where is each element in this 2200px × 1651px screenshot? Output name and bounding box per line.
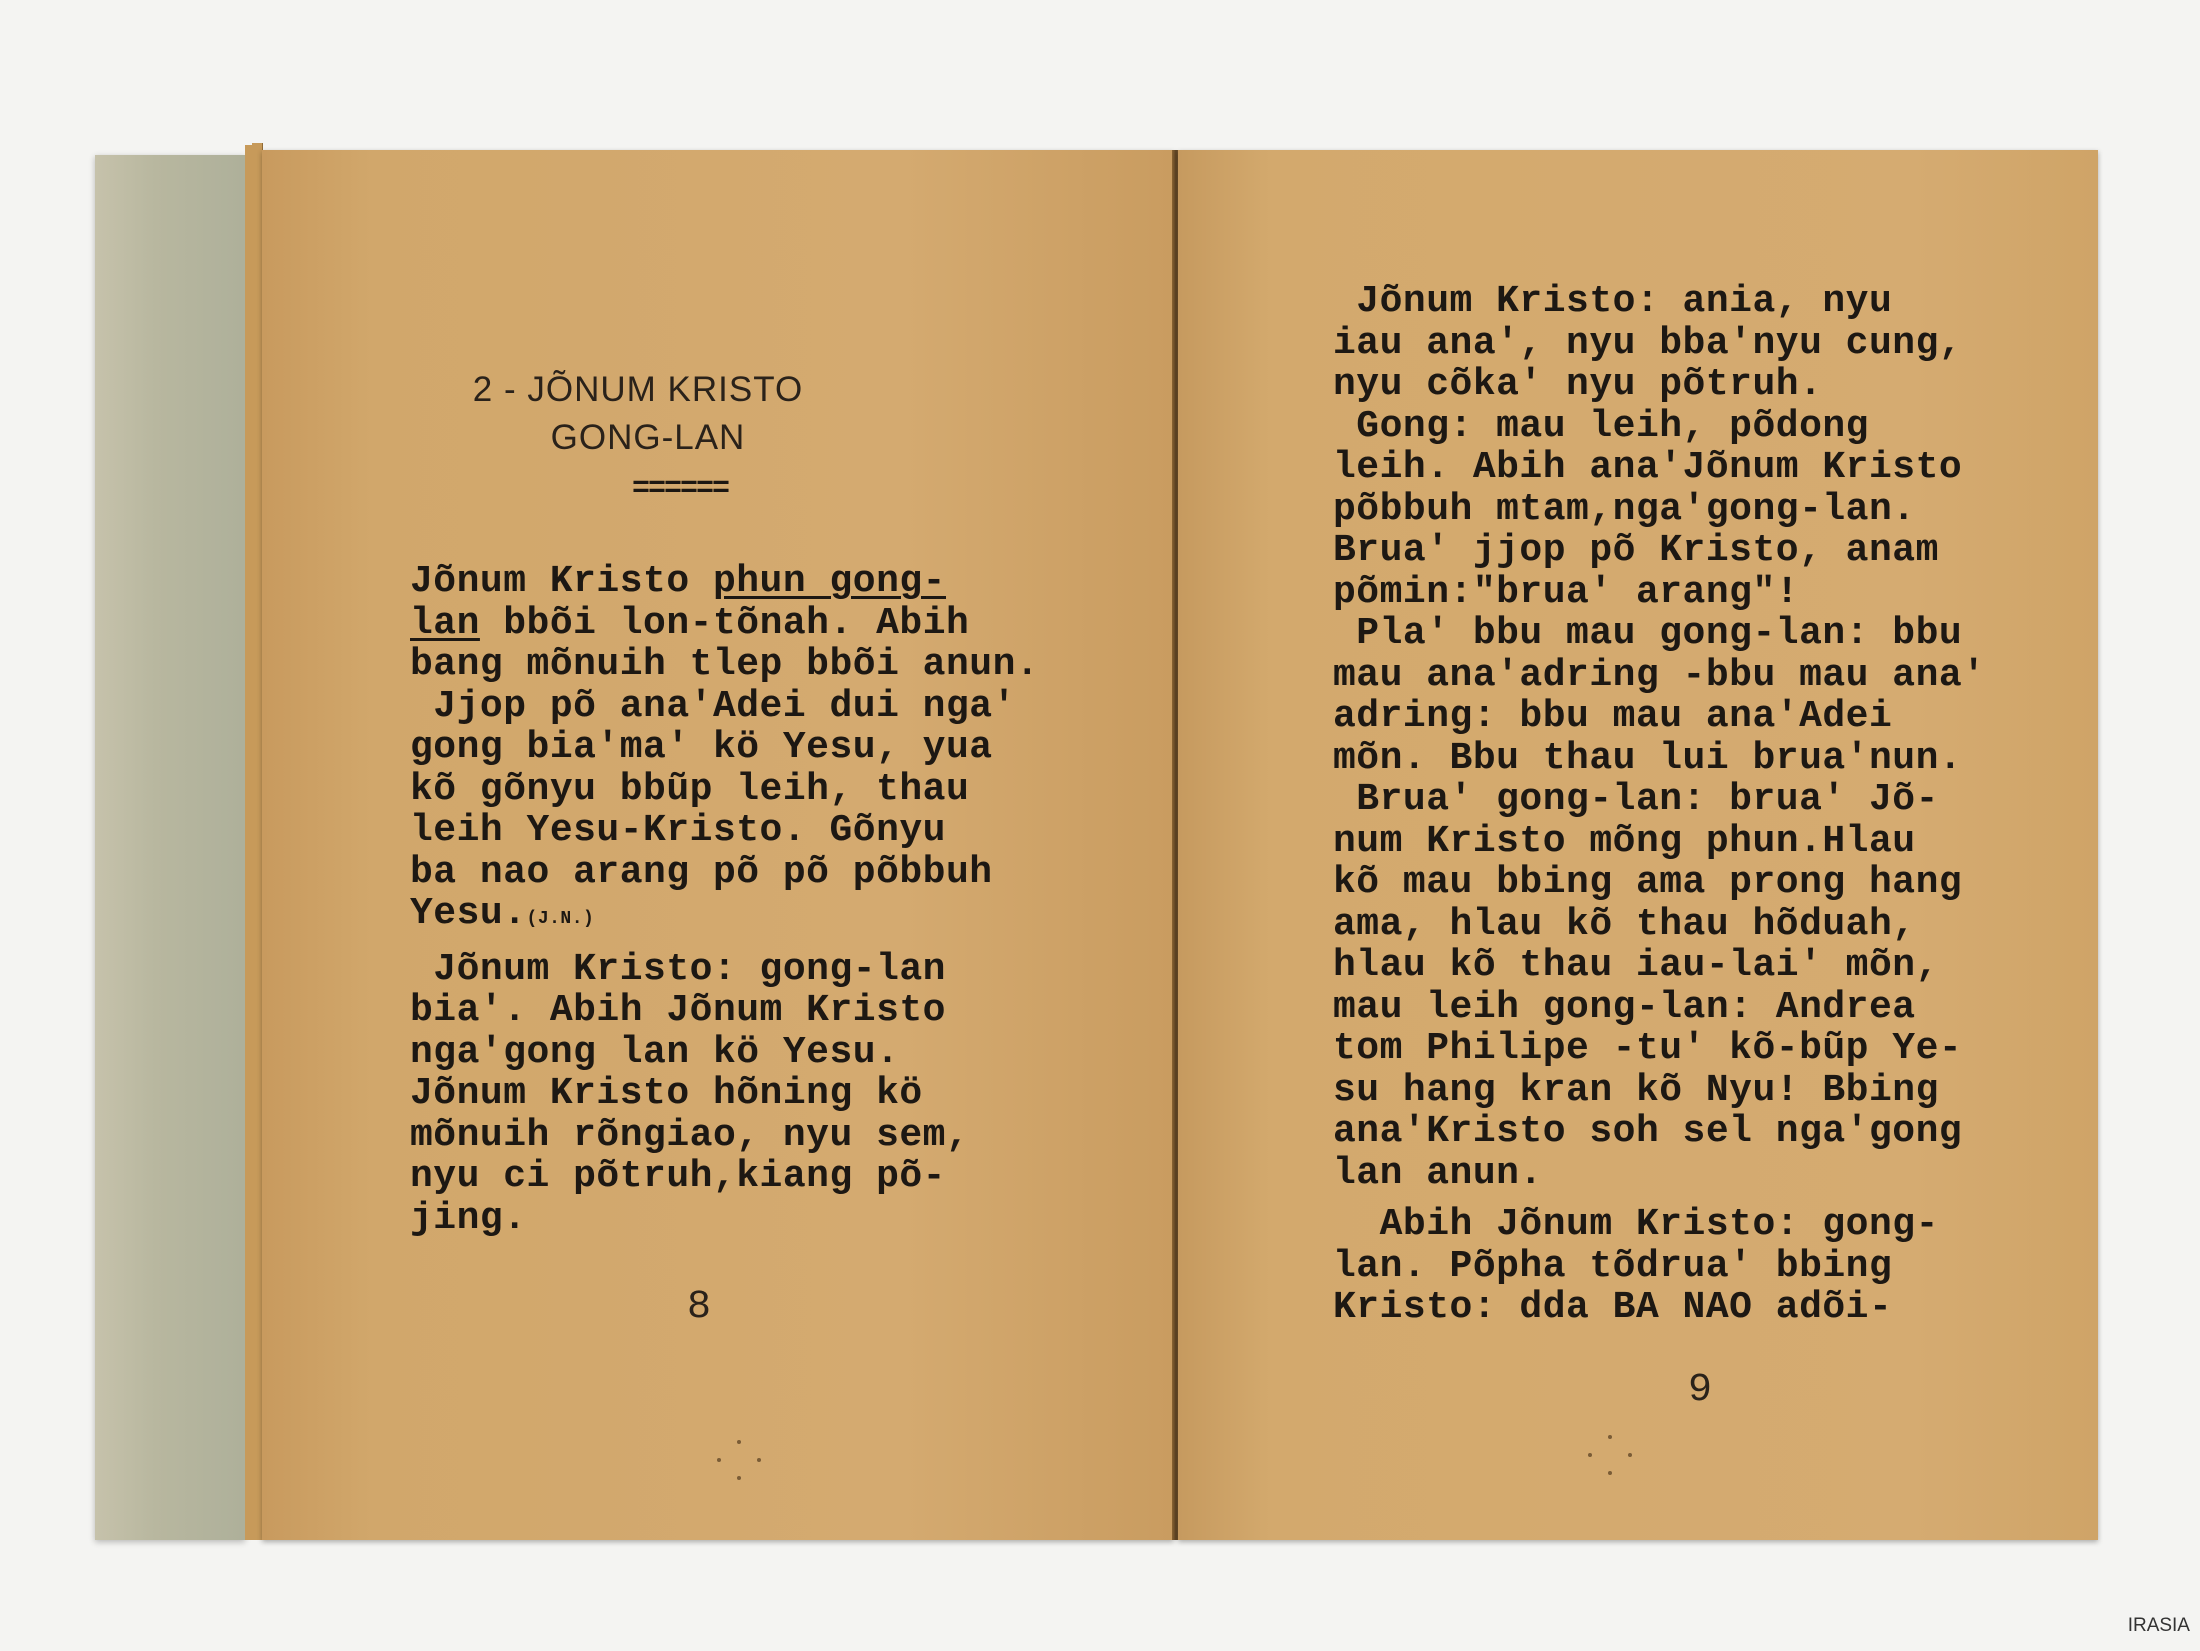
book-cover-spine	[95, 155, 245, 1540]
text-line: lan anun.	[1333, 1151, 1543, 1195]
text-line: nyu ci põtruh,kiang põ-	[410, 1155, 946, 1198]
text-line: iau ana', nyu bba'nyu cung,	[1333, 321, 1963, 365]
text-line: Pla' bbu mau gong-lan: bbu	[1333, 612, 1963, 655]
right-page	[1178, 150, 2098, 1540]
text-line: Jõnum Kristo hõning kö	[410, 1072, 923, 1115]
text-line: adring: bbu mau ana'Adei	[1333, 695, 1893, 738]
text-line: mau ana'adring -bbu mau ana'	[1333, 653, 1986, 697]
text-line: Jõnum Kristo: ania, nyu	[1333, 280, 1893, 323]
text-line: nga'gong lan kö Yesu.	[410, 1030, 900, 1074]
text-line: mõnuih rõngiao, nyu sem,	[410, 1113, 970, 1157]
text-line: ana'Kristo soh sel nga'gong	[1333, 1110, 1963, 1153]
text-line: Jjop põ ana'Adei dui nga'	[410, 684, 1016, 728]
chapter-heading-line2: GONG-LAN	[550, 418, 746, 457]
text-line: kõ gõnyu bbũp leih, thau	[410, 767, 970, 811]
underlined-text: phun gong-	[712, 560, 946, 603]
text-line: leih. Abih ana'Jõnum Kristo	[1333, 446, 1963, 489]
text-line: bang mõnuih tlep bbõi anun.	[410, 643, 1040, 686]
text-line: num Kristo mõng phun.Hlau	[1333, 819, 1916, 863]
underlined-text: lan	[410, 601, 480, 645]
text-line: põbbuh mtam,nga'gong-lan.	[1333, 487, 1916, 531]
text-line: ama, hlau kõ thau hõduah,	[1333, 902, 1916, 946]
text-line: Yesu.(J.N.)	[410, 892, 595, 935]
left-page	[262, 150, 1174, 1540]
text-line: nyu cõka' nyu põtruh.	[1333, 363, 1823, 406]
annotation: (J.N.)	[526, 909, 595, 929]
text-line: hlau kõ thau iau-lai' mõn,	[1333, 944, 1939, 987]
chapter-heading-line1: 2 - JÕNUM KRISTO	[472, 370, 804, 409]
text-line: Abih Jõnum Kristo: gong-	[1333, 1203, 1939, 1246]
text-line: Jõnum Kristo: gong-lan	[410, 947, 946, 991]
text-line: mõn. Bbu thau lui brua'nun.	[1333, 736, 1963, 780]
text-line: Brua' gong-lan: brua' Jõ-	[1333, 778, 1939, 821]
watermark: IRASIA	[2127, 1615, 2190, 1636]
text-line: ba nao arang põ põ põbbuh	[410, 850, 993, 894]
text-line: lan. Põpha tõdrua' bbing	[1333, 1244, 1893, 1288]
text-line: mau leih gong-lan: Andrea	[1333, 985, 1916, 1029]
text-line: leih Yesu-Kristo. Gõnyu	[410, 809, 946, 852]
page-number-right: 9	[1688, 1368, 1713, 1413]
text-line: kõ mau bbing ama prong hang	[1333, 861, 1963, 904]
text-line: põmin:"brua' arang"!	[1333, 570, 1800, 614]
text-line: gong bia'ma' kö Yesu, yua	[410, 726, 993, 769]
page-number-left: 8	[687, 1285, 712, 1330]
text-line: bia'. Abih Jõnum Kristo	[410, 989, 946, 1032]
text-line: jing.	[410, 1196, 527, 1240]
text-line: lan bbõi lon-tõnah. Abih	[410, 601, 970, 645]
stitch-dots	[717, 1440, 767, 1490]
text-line: tom Philipe -tu' kõ-bũp Ye-	[1333, 1027, 1963, 1070]
text-line: Kristo: dda BA NAO adõi-	[1333, 1286, 1893, 1329]
text-line: Jõnum Kristo phun gong-	[410, 560, 946, 603]
text-line: Gong: mau leih, põdong	[1333, 404, 1869, 448]
text-line: Brua' jjop põ Kristo, anam	[1333, 529, 1939, 572]
heading-rule: ======	[632, 472, 729, 506]
text-line: su hang kran kõ Nyu! Bbing	[1333, 1068, 1939, 1112]
stitch-dots	[1588, 1435, 1638, 1485]
